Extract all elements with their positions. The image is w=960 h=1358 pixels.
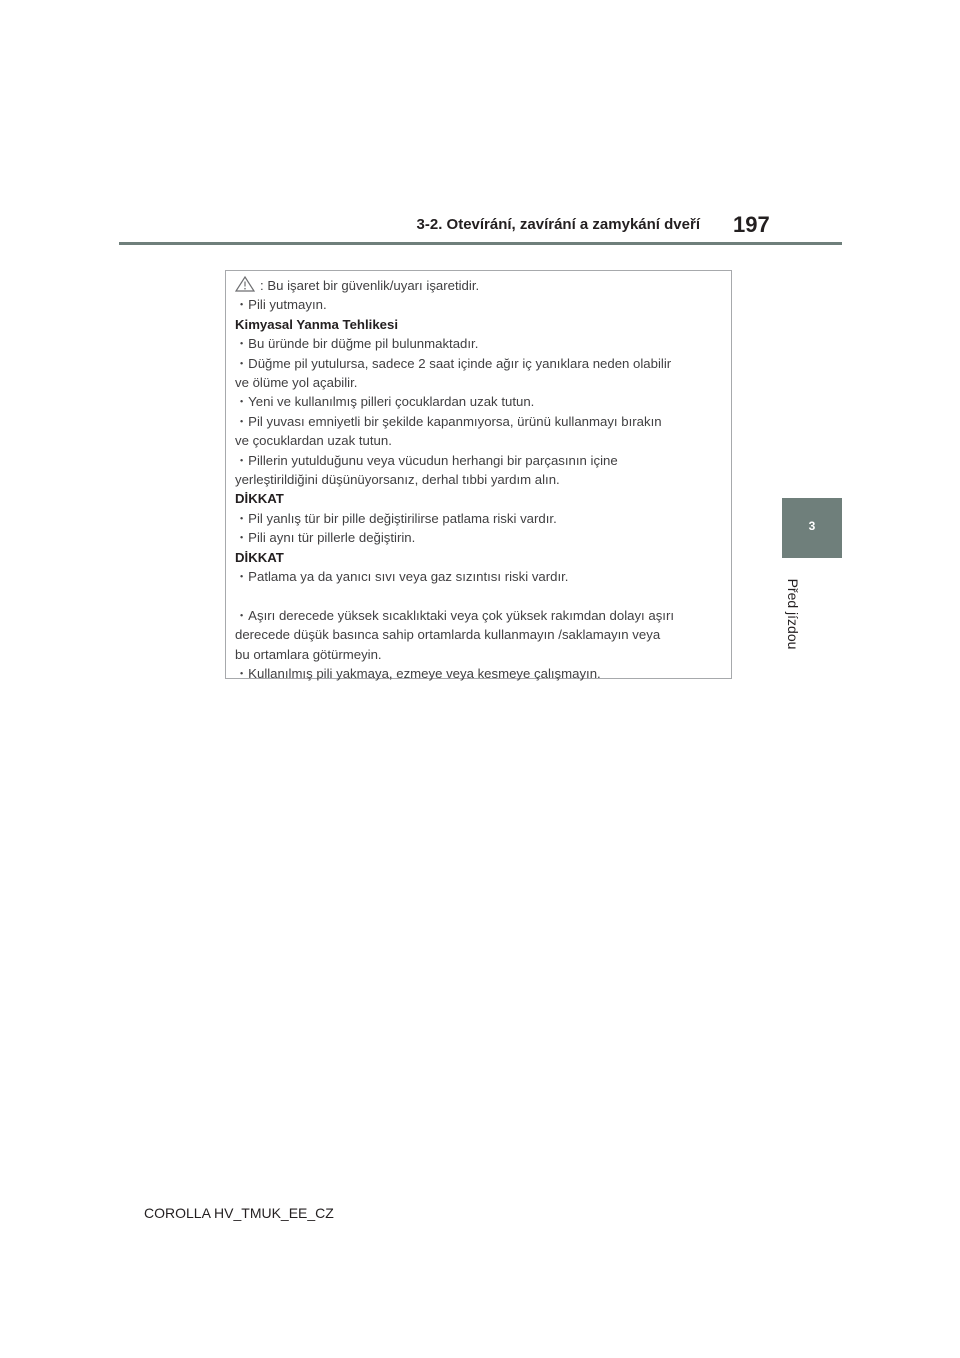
caution-heading: DİKKAT <box>235 491 284 507</box>
warning-line: ve çocuklardan uzak tutun. <box>235 433 392 449</box>
warning-line: ・Pil yuvası emniyetli bir şekilde kapanmıyorsa, ürünü kullanmayı bırakın <box>235 413 662 429</box>
warning-line: ・Pil yanlış tür bir pille değiştirilirse patlama riski vardır. <box>235 510 557 526</box>
section-title: 3-2. Otevírání, zavírání a zamykání dveří <box>416 216 700 233</box>
chapter-label: Před jízdou <box>785 578 801 650</box>
warning-line: ・Pili aynı tür pillerle değiştirin. <box>235 530 416 546</box>
warning-intro-line <box>235 276 725 295</box>
warning-line: ・Pillerin yutulduğunu veya vücudun herhangi bir parçasının içine <box>235 452 618 468</box>
battery-warning-box <box>225 270 732 682</box>
paragraph-gap <box>235 587 725 606</box>
warning-triangle-icon <box>235 276 255 292</box>
warning-heading: Kimyasal Yanma Tehlikesi <box>235 316 398 332</box>
warning-line: ・Düğme pil yutulursa, sadece 2 saat içinde ağır iç yanıklara neden olabilir <box>235 355 672 371</box>
warning-line: ve ölüme yol açabilir. <box>235 375 358 391</box>
warning-line: ・Kullanılmış pili yakmaya, ezmeye veya kesmeye çalışmayın. <box>235 666 601 682</box>
warning-line: ・Aşırı derecede yüksek sıcaklıktaki veya çok yüksek rakımdan dolayı aşırı <box>235 607 675 623</box>
warning-line: ・Yeni ve kullanılmış pilleri çocuklardan uzak tutun. <box>235 394 535 410</box>
chapter-number: 3 <box>808 519 816 533</box>
footer-model-code: COROLLA HV_TMUK_EE_CZ <box>144 1205 334 1221</box>
warning-line: bu ortamlara götürmeyin. <box>235 646 382 662</box>
page-number: 197 <box>733 212 770 237</box>
warning-line: ・Pili yutmayın. <box>235 297 327 313</box>
warning-line: derecede düşük basınca sahip ortamlarda kullanmayın /saklamayın veya <box>235 627 661 643</box>
warning-content <box>235 276 725 684</box>
caution-heading: DİKKAT <box>235 549 284 565</box>
warning-line: ・Bu üründe bir düğme pil bulunmaktadır. <box>235 336 479 352</box>
warning-intro-text: : Bu işaret bir güvenlik/uyarı işaretidir. <box>260 278 480 293</box>
chapter-tab <box>782 498 842 558</box>
header-divider <box>119 242 842 245</box>
warning-line: yerleştirildiğini düşünüyorsanız, derhal tıbbi yardım alın. <box>235 472 560 488</box>
warning-line: ・Patlama ya da yanıcı sıvı veya gaz sızıntısı riski vardır. <box>235 569 569 585</box>
